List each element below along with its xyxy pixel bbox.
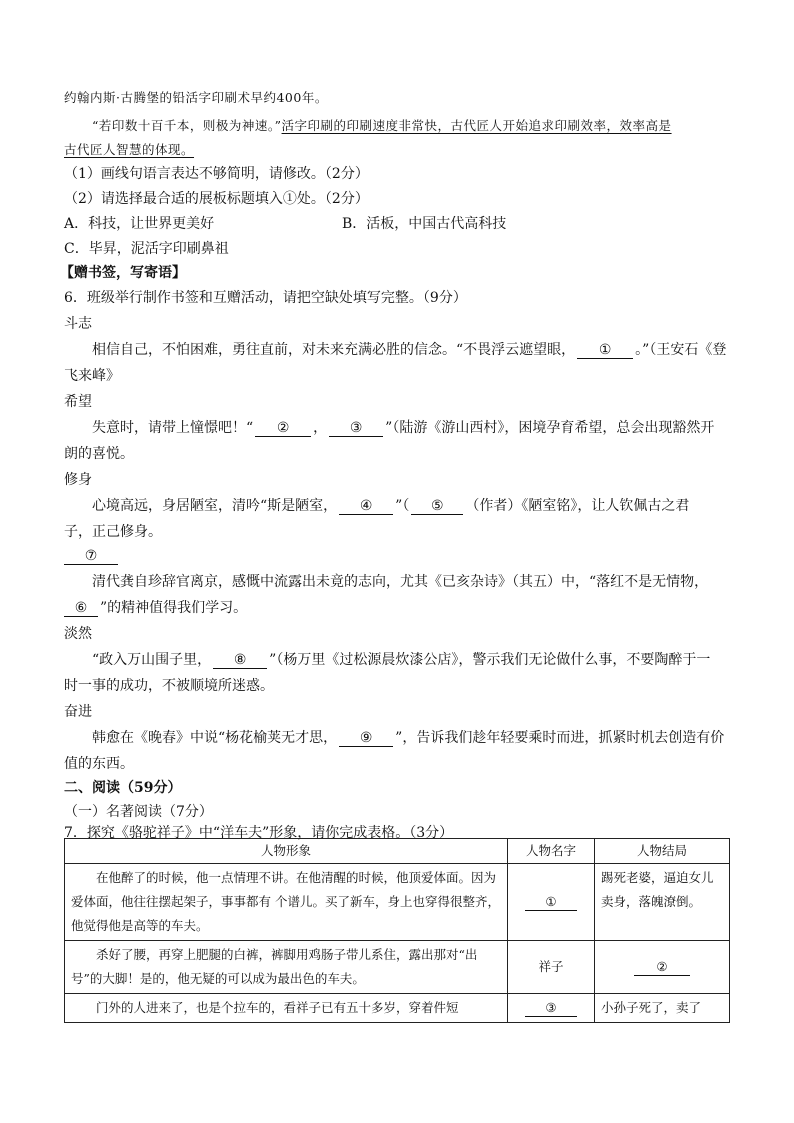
para-text: ， <box>313 420 328 436</box>
blank-4: ④ <box>339 498 393 515</box>
para-line <box>92 650 710 670</box>
table-header: 人物形象 <box>65 839 508 864</box>
para-text: 心境高远，身居陋室，清吟“斯是陋室， <box>92 498 338 514</box>
section-title: 【赠书签，写寄语】 <box>60 265 186 281</box>
table-cell: 小孙子死了，卖了 <box>595 994 730 1023</box>
table-cell: 踢死老婆，逼迫女儿卖身，落魄潦倒。 <box>595 864 730 941</box>
para-text: “政入万山围子里， <box>92 652 212 668</box>
blank-5: ⑤ <box>411 498 463 515</box>
blank-table-2: ② <box>634 959 690 976</box>
para-line: 值的东西。 <box>64 756 134 772</box>
heading-danran: 淡然 <box>64 626 92 642</box>
text-line: 约翰内斯·古腾堡的铅活字印刷术早约400年。 <box>64 90 328 105</box>
quote-text: “若印数十百千本，则极为神速。” <box>92 118 282 133</box>
part2-title: 二、阅读（59分） <box>64 780 182 796</box>
blank-table-1: ① <box>525 894 577 911</box>
para-text: 。”（王安石《登 <box>635 342 727 358</box>
table-row <box>65 941 730 994</box>
para-line <box>92 418 714 438</box>
blank-9: ⑨ <box>339 730 393 747</box>
blank-8: ⑧ <box>213 652 267 669</box>
table-cell: 在他醉了的时候，他一点情理不讲。在他清醒的时候，他顶爱体面。因为爱体面，他往往摆起架子，事事都有 个谱儿。买了新车，身上也穿得很整齐，他觉得他是高等的车夫。 <box>65 864 508 941</box>
q7-stem: 7．探究《骆驼祥子》中“洋车夫”形象，请你完成表格。（3分） <box>64 825 454 841</box>
blank-3: ③ <box>329 420 383 437</box>
table-header: 人物结局 <box>595 839 730 864</box>
table-cell: 祥子 <box>508 941 595 994</box>
blank-table-3: ③ <box>525 1000 577 1017</box>
para-line <box>92 572 708 592</box>
para-line: 时一事的成功，不被顺境所迷惑。 <box>64 678 274 694</box>
table-cell: 杀好了腰，再穿上肥腿的白裤，裤脚用鸡肠子带儿系住，露出那对“出号”的大脚！是的，他无疑的可以成为最出色的车夫。 <box>65 941 508 994</box>
table-cell: 门外的人进来了，也是个拉车的，看祥子已有五十多岁，穿着件短 <box>65 994 508 1023</box>
q6-stem: 6．班级举行制作书签和互赠活动，请把空缺处填写完整。（9分） <box>64 290 467 306</box>
para-text: （作者）《陋室铭》，让人钦佩古之君 <box>465 498 690 514</box>
part2-sub1: （一）名著阅读（7分） <box>64 804 213 820</box>
para-line <box>64 598 247 618</box>
options-row-1 <box>64 214 730 234</box>
table-header-row <box>65 839 730 864</box>
blank-2: ② <box>255 420 311 437</box>
character-table <box>64 838 730 1023</box>
blank-7: ⑦ <box>64 548 118 565</box>
q5-sub1: （1）画线句语言表达不够简明，请修改。（2分） <box>64 166 369 182</box>
para-text: ”（杨万里《过松源晨炊漆公店》，警示我们无论做什么事，不要陶醉于一 <box>269 652 711 668</box>
para-text: 韩愈在《晚春》中说“杨花榆荚无才思， <box>92 730 338 746</box>
para-text: ”（陆游《游山西村》，困境孕育希望，总会出现豁然开 <box>385 420 715 436</box>
table-cell <box>508 994 595 1023</box>
para-text: 失意时，请带上憧憬吧！“ <box>92 420 254 436</box>
heading-douzhi: 斗志 <box>64 316 92 332</box>
table-row <box>65 994 730 1023</box>
para-text: 相信自己，不怕困难，勇往直前，对未来充满必胜的信念。“不畏浮云遮望眼， <box>92 342 576 358</box>
table-cell <box>508 864 595 941</box>
heading-blank-7 <box>64 546 120 566</box>
para-line <box>92 728 724 748</box>
para-line <box>92 496 689 516</box>
table-header: 人物名字 <box>508 839 595 864</box>
para-text: ”，告诉我们趁年轻要乘时而进，抓紧时机去创造有价 <box>395 730 725 746</box>
option-c: C．毕昇，泥活字印刷鼻祖 <box>64 241 229 257</box>
para-line: 飞来峰》 <box>64 368 120 384</box>
para-text: ”（ <box>395 498 410 514</box>
table-row <box>65 864 730 941</box>
blank-6: ⑥ <box>64 600 98 617</box>
heading-fenjin: 奋进 <box>64 704 92 720</box>
blank-1: ① <box>577 342 633 359</box>
para-text: ”的精神值得我们学习。 <box>100 600 248 616</box>
underlined-sentence-b: 古代匠人智慧的体现。 <box>64 142 195 157</box>
heading-xiushen: 修身 <box>64 472 92 488</box>
para-line: 朗的喜悦。 <box>64 446 134 462</box>
para-line: 子，正己修身。 <box>64 524 162 540</box>
para-line <box>92 340 726 360</box>
option-a: A．科技，让世界更美好 <box>64 216 215 232</box>
q5-sub2: （2）请选择最合适的展板标题填入①处。（2分） <box>64 191 369 207</box>
underlined-sentence-a: 活字印刷的印刷速度非常快，古代匠人开始追求印刷效率，效率高是 <box>281 118 672 133</box>
table-cell <box>595 941 730 994</box>
para-text: 清代龚自珍辞官离京，感慨中流露出未竟的志向，尤其《已亥杂诗》（其五）中，“落红不是无情物， <box>92 574 709 590</box>
quote-line <box>92 116 672 136</box>
option-b: B．活板，中国古代高科技 <box>342 216 507 232</box>
heading-xiwang: 希望 <box>64 394 92 410</box>
